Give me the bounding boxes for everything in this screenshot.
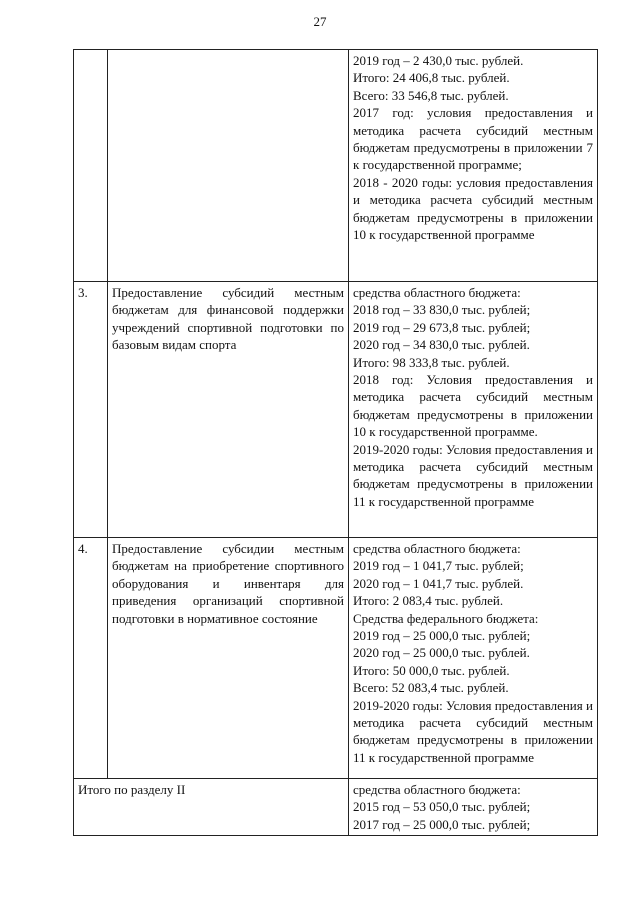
row-number-cell: 3. <box>74 282 108 538</box>
row-number-cell: 4. <box>74 538 108 779</box>
funding-conditions-note: 2019-2020 годы: Условия предоставления и методика расчета субсидий местным бюджетам предусмотрены в приложении 11 к государственной программе <box>353 697 593 765</box>
funding-source-label: средства областного бюджета: <box>353 541 521 556</box>
funding-cell <box>349 282 598 538</box>
funding-line: 2015 год – 53 050,0 тыс. рублей; <box>353 799 531 815</box>
funding-line: 2018 год – 33 830,0 тыс. рублей; <box>353 302 531 318</box>
table-row <box>74 282 598 538</box>
measure-description-cell <box>108 50 349 282</box>
funding-source-label: средства областного бюджета: <box>353 782 521 797</box>
funding-conditions-note: 2018 год: Условия предоставления и методика расчета субсидий местным бюджетам предусмотрены в приложении 10 к государственной программе. <box>353 372 593 440</box>
funding-line: 2017 год – 25 000,0 тыс. рублей; <box>353 816 531 832</box>
funding-line: 2019 год – 1 041,7 тыс. рублей; <box>353 558 524 574</box>
table-row <box>74 50 598 282</box>
measure-description-cell: Предоставление субсидий местным бюджетам для финансовой поддержки учреждений спортивной подготовки по базовым видам спорта <box>108 282 349 538</box>
funding-total: Итого: 98 333,8 тыс. рублей. <box>353 354 510 370</box>
funding-conditions-note: 2017 год: условия предоставления и методика расчета субсидий местным бюджетам предусмотрены в приложении 7 к государственной программе; <box>353 105 593 173</box>
funding-line: 2019 год – 25 000,0 тыс. рублей; <box>353 628 531 644</box>
section-total-label: Итого по разделу II <box>74 779 349 836</box>
funding-total: Итого: 50 000,0 тыс. рублей. <box>353 662 510 678</box>
funding-line: 2020 год – 1 041,7 тыс. рублей. <box>353 575 524 591</box>
funding-line: 2019 год – 2 430,0 тыс. рублей. <box>353 53 524 68</box>
page-number: 27 <box>313 14 327 29</box>
section-total-row <box>74 779 598 836</box>
funding-cell <box>349 50 598 282</box>
row-number-cell <box>74 50 108 282</box>
program-table <box>73 49 598 836</box>
funding-conditions-note: 2019-2020 годы: Условия предоставления и методика расчета субсидий местным бюджетам предусмотрены в приложении 11 к государственной программе <box>353 441 593 509</box>
funding-source-label: Средства федерального бюджета: <box>353 610 539 626</box>
funding-total: Итого: 24 406,8 тыс. рублей. <box>353 70 510 86</box>
funding-grand-total: Всего: 52 083,4 тыс. рублей. <box>353 680 509 696</box>
funding-source-label: средства областного бюджета: <box>353 285 521 300</box>
funding-line: 2020 год – 34 830,0 тыс. рублей. <box>353 337 530 353</box>
funding-conditions-note: 2018 - 2020 годы: условия предоставления и методика расчета субсидий местным бюджетам предусмотрены в приложении 10 к государственной программе <box>353 174 593 243</box>
table-row <box>74 538 598 779</box>
funding-grand-total: Всего: 33 546,8 тыс. рублей. <box>353 87 509 103</box>
funding-line: 2020 год – 25 000,0 тыс. рублей. <box>353 645 530 661</box>
funding-total: Итого: 2 083,4 тыс. рублей. <box>353 593 504 609</box>
funding-cell <box>349 538 598 779</box>
funding-line: 2019 год – 29 673,8 тыс. рублей; <box>353 319 531 335</box>
measure-description-cell: Предоставление субсидии местным бюджетам на приобретение спортивного оборудования и инвентаря для приведения организаций спортивной подготовки в нормативное состояние <box>108 538 349 779</box>
funding-cell <box>349 779 598 836</box>
